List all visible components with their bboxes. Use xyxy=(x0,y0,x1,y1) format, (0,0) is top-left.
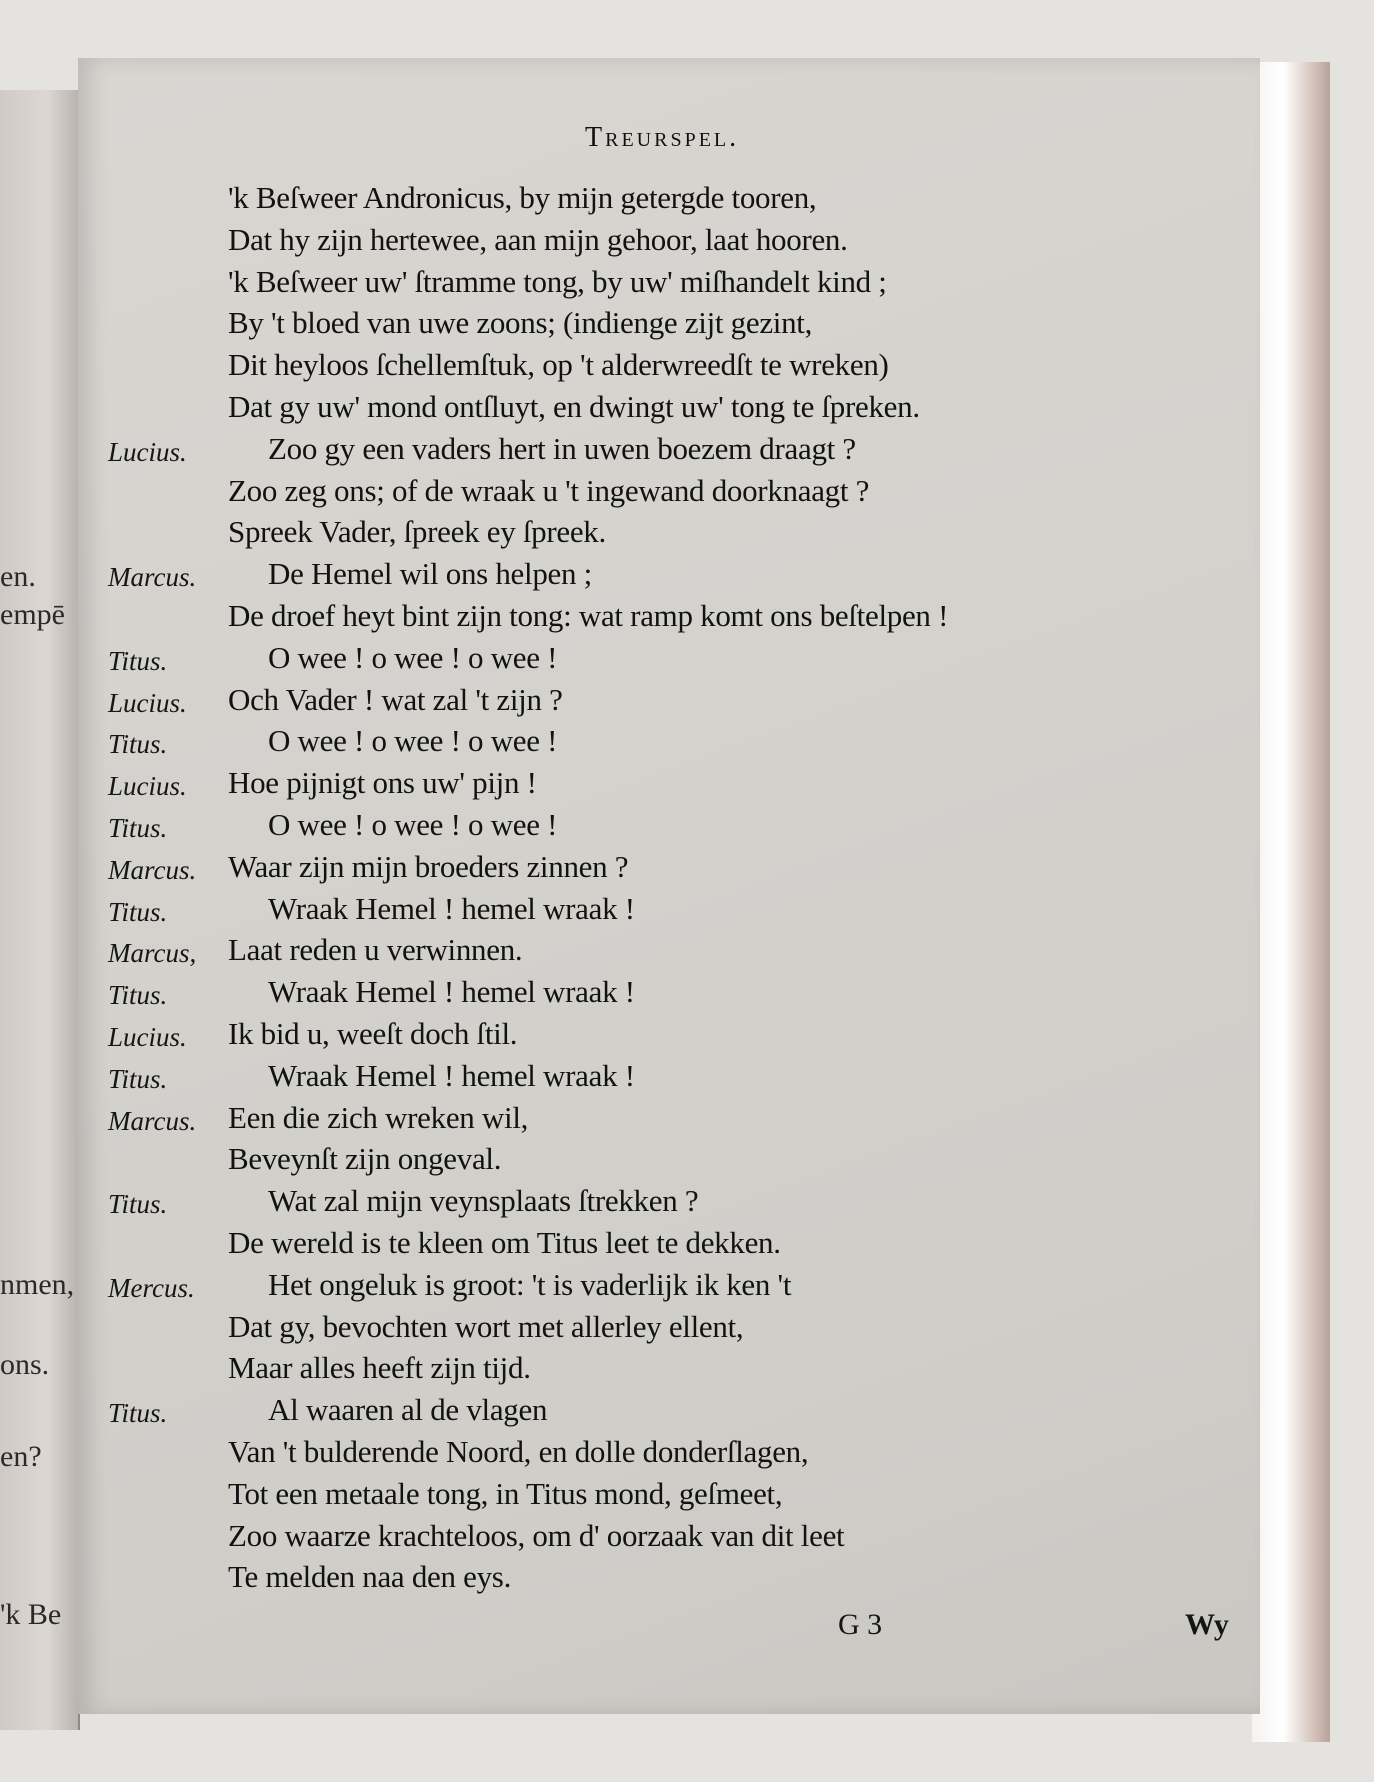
verse-line xyxy=(0,347,1300,389)
verse-text: Al waaren al de vlagen xyxy=(268,1392,548,1428)
left-page-fragment: 'k Be xyxy=(0,1598,62,1631)
left-page-fragment: en? xyxy=(0,1440,42,1473)
verse-text: O wee ! o wee ! o wee ! xyxy=(268,807,558,842)
speaker-name: Marcus. xyxy=(108,562,197,593)
verse-line xyxy=(0,974,1300,1016)
verse-text: Het ongeluk is groot: 't is vaderlijk ik ken 't xyxy=(268,1266,792,1302)
verse-text: Hoe pijnigt ons uw' pijn ! xyxy=(228,765,537,801)
verse-line xyxy=(0,431,1300,473)
verse-text: Ik bid u, weeſt doch ſtil. xyxy=(228,1016,518,1051)
verse-text: Wraak Hemel ! hemel wraak ! xyxy=(268,974,635,1010)
verse-text: Van 't bulderende Noord, en dolle donderſlagen, xyxy=(228,1434,809,1469)
verse-line xyxy=(0,473,1300,515)
speaker-name: Lucius. xyxy=(108,436,187,467)
speaker-name: Titus. xyxy=(108,1189,168,1220)
left-page-fragment: empē xyxy=(0,598,65,631)
verse-line xyxy=(0,1183,1300,1225)
speaker-name: Titus. xyxy=(108,645,168,676)
left-page-fragment: en. xyxy=(0,560,36,593)
verse-line xyxy=(0,1267,1300,1309)
verse-line xyxy=(0,640,1300,682)
verse-line xyxy=(0,389,1300,431)
verse-line xyxy=(0,1559,1300,1601)
verse-line xyxy=(0,723,1300,765)
verse-text: Waar zijn mijn broeders zinnen ? xyxy=(228,848,629,884)
verse-text: Zoo zeg ons; of de wraak u 't ingewand doorknaagt ? xyxy=(228,472,870,508)
verse-line xyxy=(0,1434,1300,1476)
verse-line xyxy=(0,305,1300,347)
speaker-name: Lucius. xyxy=(108,1022,187,1052)
verse-text: Dat gy, bevochten wort met allerley ellent, xyxy=(228,1308,744,1344)
verse-line xyxy=(0,514,1300,556)
verse-line xyxy=(0,849,1300,891)
speaker-name: Lucius. xyxy=(108,771,187,802)
verse-text: O wee ! o wee ! o wee ! xyxy=(268,723,558,759)
verse-text: Zoo gy een vaders hert in uwen boezem draagt ? xyxy=(268,430,856,466)
verse-text: Beveynſt zijn ongeval. xyxy=(228,1141,502,1177)
running-head: Treurspel. xyxy=(585,122,740,153)
verse-text: Wat zal mijn veynsplaats ſtrekken ? xyxy=(268,1183,699,1219)
verse-text: Och Vader ! wat zal 't zijn ? xyxy=(228,681,563,717)
left-page-fragment: nmen, xyxy=(0,1268,75,1301)
verse-text: Dat hy zijn hertewee, aan mijn gehoor, laat hooren. xyxy=(228,221,848,257)
verse-text: De wereld is te kleen om Titus leet te dekken. xyxy=(228,1225,781,1260)
verse-line xyxy=(0,180,1300,222)
verse-line xyxy=(0,1058,1300,1100)
verse-text: 'k Beſweer Andronicus, by mijn getergde tooren, xyxy=(228,180,817,215)
verse-line xyxy=(0,1350,1300,1392)
verse-line xyxy=(0,1309,1300,1351)
verse-text: Dat gy uw' mond ontſluyt, en dwingt uw' tong te ſpreken. xyxy=(228,389,920,424)
verse-line xyxy=(0,891,1300,933)
verse-text: Zoo waarze krachteloos, om d' oorzaak van dit leet xyxy=(228,1517,845,1553)
verse-text: Wraak Hemel ! hemel wraak ! xyxy=(268,1057,635,1093)
speaker-name: Mercus. xyxy=(108,1272,195,1303)
verse-text: Te melden naa den eys. xyxy=(228,1559,512,1595)
verse-text: Dit heyloos ſchellemſtuk, op 't alderwreedſt te wreken) xyxy=(228,347,889,383)
speaker-name: Marcus, xyxy=(108,938,197,969)
catchword: Wy xyxy=(1185,1608,1229,1641)
verse-text: De Hemel wil ons helpen ; xyxy=(268,556,592,592)
verse-text: Tot een metaale tong, in Titus mond, geſmeet, xyxy=(228,1475,783,1511)
speaker-name: Marcus. xyxy=(108,854,197,885)
verse-line xyxy=(0,682,1300,724)
speaker-name: Titus. xyxy=(108,813,168,843)
verse-line xyxy=(0,1476,1300,1518)
verse-line xyxy=(0,932,1300,974)
verse-text: Wraak Hemel ! hemel wraak ! xyxy=(268,890,635,926)
verse-line xyxy=(0,598,1300,640)
verse-line xyxy=(0,1100,1300,1142)
verse-text: De droef heyt bint zijn tong: wat ramp komt ons beſtelpen ! xyxy=(228,598,949,633)
verse-text: Maar alles heeft zijn tijd. xyxy=(228,1350,531,1386)
speaker-name: Titus. xyxy=(108,980,168,1011)
verse-line xyxy=(0,1225,1300,1267)
verse-text: Spreek Vader, ſpreek ey ſpreek. xyxy=(228,514,606,550)
speaker-name: Marcus. xyxy=(108,1105,197,1136)
verse-text: O wee ! o wee ! o wee ! xyxy=(268,639,558,675)
verse-line xyxy=(0,222,1300,264)
verse-line xyxy=(0,1141,1300,1183)
verse-line xyxy=(0,556,1300,598)
left-page-fragment: ons. xyxy=(0,1348,50,1381)
verse-line xyxy=(0,1392,1300,1434)
verse-line xyxy=(0,765,1300,807)
speaker-name: Titus. xyxy=(108,729,168,760)
speaker-name: Lucius. xyxy=(108,687,187,718)
verse-text: Laat reden u verwinnen. xyxy=(228,932,523,968)
verse-line xyxy=(0,1518,1300,1560)
verse-text: Een die zich wreken wil, xyxy=(228,1099,529,1135)
verse-line xyxy=(0,264,1300,306)
speaker-name: Titus. xyxy=(108,1063,168,1094)
verse-line xyxy=(0,807,1300,849)
verse-line xyxy=(0,1016,1300,1058)
signature-mark: G 3 xyxy=(838,1608,883,1641)
speaker-name: Titus. xyxy=(108,896,168,927)
verse-text: By 't bloed van uwe zoons; (indienge zijt gezint, xyxy=(228,305,813,341)
verse-text: 'k Beſweer uw' ſtramme tong, by uw' miſhandelt kind ; xyxy=(228,263,887,299)
speaker-name: Titus. xyxy=(108,1398,168,1429)
